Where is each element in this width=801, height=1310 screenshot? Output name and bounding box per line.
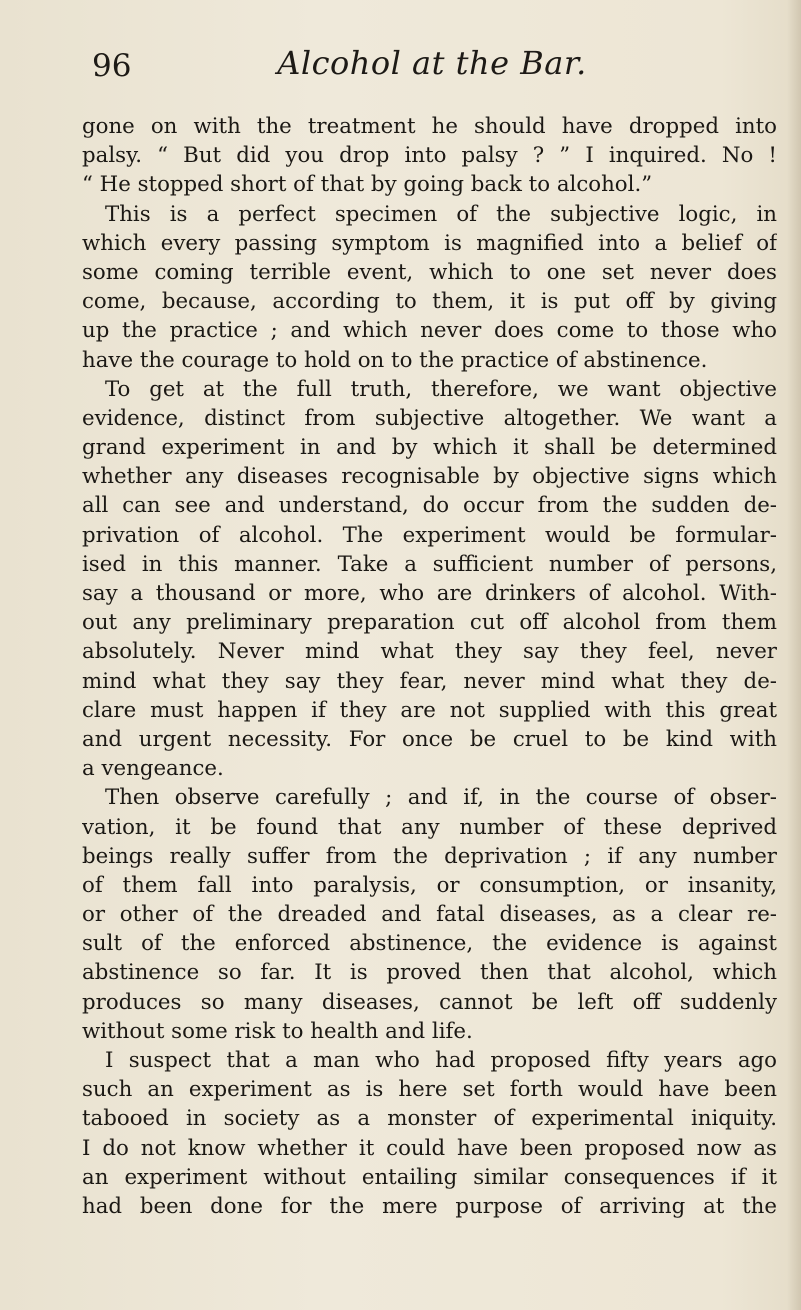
text-line: some coming terrible event, which to one set never does — [82, 259, 777, 285]
text-line: Then observe carefully ; and if, in the course of obser- — [105, 785, 777, 811]
text-line: and urgent necessity. For once be cruel to be kind with — [82, 726, 777, 752]
text-line: sult of the enforced abstinence, the evidence is against — [82, 931, 777, 957]
text-line: grand experiment in and by which it shall be determined — [82, 435, 777, 461]
text-line: which every passing symptom is magnified into a belief of — [82, 230, 777, 256]
text-line: I suspect that a man who had proposed fifty years ago — [105, 1048, 777, 1073]
text-line: mind what they say they fear, never mind what they de- — [82, 668, 777, 694]
text-line: gone on with the treatment he should have dropped into — [82, 114, 777, 139]
text-line: absolutely. Never mind what they say they feel, never — [82, 639, 777, 665]
text-line: privation of alcohol. The experiment would be formular- — [82, 522, 777, 548]
text-line: palsy. “ But did you drop into palsy ? ” I inquired. No ! — [82, 143, 777, 169]
page-edge-shadow — [787, 0, 801, 1310]
body-text — [82, 112, 777, 1221]
text-line: whether any diseases recognisable by objective signs which — [82, 464, 777, 490]
text-line: This is a perfect specimen of the subjective logic, in — [105, 201, 777, 227]
text-line: ised in this manner. Take a sufficient number of persons, — [82, 551, 777, 577]
text-line: come, because, according to them, it is put off by giving — [82, 289, 777, 315]
running-title: Alcohol at the Bar. — [277, 44, 587, 82]
text-line: clare must happen if they are not supplied with this great — [82, 697, 777, 723]
text-line: abstinence so far. It is proved then that alcohol, which — [82, 960, 777, 986]
text-line: tabooed in society as a monster of experimental iniquity. — [82, 1106, 777, 1132]
page-header — [92, 44, 772, 94]
text-line: or other of the dreaded and fatal diseases, as a clear re- — [82, 902, 777, 928]
text-line: up the practice ; and which never does come to those who — [82, 318, 777, 344]
text-line: an experiment without entailing similar consequences if it — [82, 1164, 777, 1190]
text-line: produces so many diseases, cannot be left off suddenly — [82, 989, 777, 1015]
text-line: evidence, distinct from subjective altogether. We want a — [82, 405, 777, 431]
text-line: say a thousand or more, who are drinkers of alcohol. With- — [82, 581, 777, 606]
text-line: a vengeance. — [82, 756, 224, 782]
text-line: such an experiment as is here set forth would have been — [82, 1077, 777, 1103]
text-line: all can see and understand, do occur from the sudden de- — [82, 493, 777, 519]
text-line: vation, it be found that any number of these deprived — [82, 814, 777, 840]
text-line: out any preliminary preparation cut off alcohol from them — [82, 610, 777, 636]
text-line: have the courage to hold on to the practice of abstinence. — [82, 347, 708, 373]
text-line: beings really suffer from the deprivation ; if any number — [82, 843, 777, 869]
text-line: without some risk to health and life. — [82, 1018, 473, 1044]
page-number: 96 — [92, 48, 132, 84]
text-line: I do not know whether it could have been proposed now as — [82, 1135, 777, 1161]
text-line: “ He stopped short of that by going back to alcohol.” — [82, 172, 653, 198]
text-line: of them fall into paralysis, or consumption, or insanity, — [82, 872, 777, 898]
text-line: To get at the full truth, therefore, we want objective — [105, 376, 777, 402]
text-line: had been done for the mere purpose of arriving at the — [82, 1193, 777, 1219]
